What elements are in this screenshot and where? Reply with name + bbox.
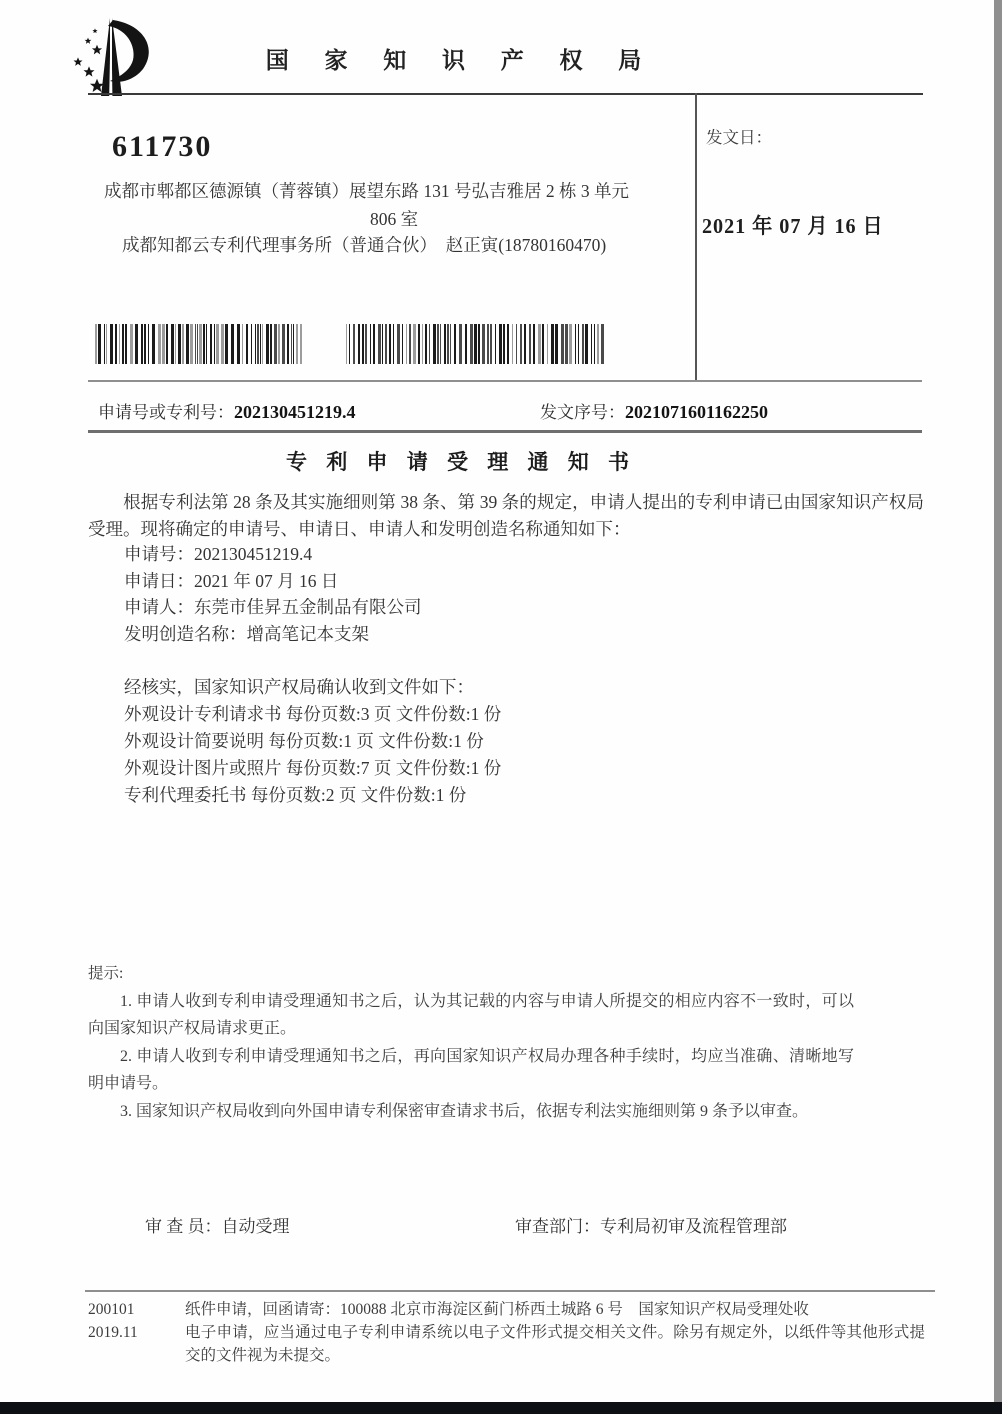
recipient-address-line1: 成都市郫都区德源镇（菁蓉镇）展望东路 131 号弘吉雅居 2 栋 3 单元 xyxy=(104,181,629,201)
reference-row xyxy=(98,398,922,423)
department-value: 专利局初审及流程管理部 xyxy=(600,1217,787,1236)
scan-edge-bottom xyxy=(0,1402,1002,1414)
field-value: 增高笔记本支架 xyxy=(246,623,369,644)
department xyxy=(515,1212,787,1237)
footer-electronic-instruction: 电子申请，应当通过电子专利申请系统以电子文件形式提交相关文件。除另有规定外，以纸件等其他形式提交的文件视为未提交。 xyxy=(185,1324,925,1364)
field-invention-title xyxy=(124,621,824,648)
doc-item: 外观设计简要说明 每份页数:1 页 文件份数:1 份 xyxy=(124,731,484,751)
recipient-divider xyxy=(88,380,922,382)
docs-intro: 经核实，国家知识产权局确认收到文件如下： xyxy=(124,677,474,697)
footer-row-paper xyxy=(88,1298,938,1321)
doc-item: 专利代理委托书 每份页数:2 页 文件份数:1 份 xyxy=(124,785,467,805)
field-application-number xyxy=(124,541,824,568)
field-label: 申请人： xyxy=(124,597,194,617)
issue-date-label: 发文日： xyxy=(706,128,772,147)
department-label: 审查部门： xyxy=(515,1217,600,1236)
serial-number-value: 2021071601162250 xyxy=(625,402,769,422)
examiner-label: 审 查 员： xyxy=(145,1217,222,1236)
field-application-date xyxy=(124,568,824,595)
application-fields xyxy=(124,541,824,647)
footer xyxy=(88,1298,938,1367)
field-value: 2021 年 07 月 16 日 xyxy=(194,570,339,591)
footer-divider xyxy=(85,1290,935,1292)
footer-version-code: 2019.11 xyxy=(88,1324,138,1341)
application-number-label: 申请号或专利号： xyxy=(98,403,234,422)
issue-date-value: 2021 年 07 月 16 日 xyxy=(702,214,884,238)
footer-paper-instruction: 纸件申请，回函请寄：100088 北京市海淀区蓟门桥西土城路 6 号 国家知识产权局受理处收 xyxy=(185,1301,809,1318)
field-label: 申请号： xyxy=(124,544,194,564)
examiner xyxy=(145,1217,290,1236)
received-documents xyxy=(124,674,844,809)
field-label: 申请日： xyxy=(124,570,194,591)
tips-label: 提示: xyxy=(88,965,124,982)
recipient-code: 611730 xyxy=(112,130,213,163)
tip-item-2: 2. 申请人收到专利申请受理通知书之后，再向国家知识产权局办理各种手续时，均应当准确、清晰地写明申请号。 xyxy=(88,1047,854,1092)
footer-form-code: 200101 xyxy=(88,1301,135,1318)
barcode-2 xyxy=(346,324,604,364)
serial-number-label: 发文序号： xyxy=(540,403,625,422)
application-number-value: 202130451219.4 xyxy=(234,402,356,422)
doc-item: 外观设计专利请求书 每份页数:3 页 文件份数:1 份 xyxy=(124,704,502,724)
tip-item-1: 1. 申请人收到专利申请受理通知书之后，认为其记载的内容与申请人所提交的相应内容不一致时，可以向国家知识产权局请求更正。 xyxy=(88,992,854,1037)
signoff-row xyxy=(145,1212,925,1237)
field-value: 202130451219.4 xyxy=(194,544,313,564)
refrow-divider xyxy=(88,430,922,433)
recipient-agency-line: 成都知都云专利代理事务所（普通合伙） 赵正寅(18780160470) xyxy=(122,235,607,255)
page-title: 国 家 知 识 产 权 局 xyxy=(265,48,657,73)
notice-intro-paragraph xyxy=(88,489,924,543)
footer-row-electronic xyxy=(88,1321,938,1367)
notice-title: 专 利 申 请 受 理 通 知 书 xyxy=(286,450,636,474)
recipient-address-line2: 806 室 xyxy=(369,209,419,229)
field-value: 东莞市佳昇五金制品有限公司 xyxy=(194,597,422,617)
scan-edge-right xyxy=(994,0,1002,1414)
header-divider xyxy=(88,93,923,95)
examiner-value: 自动受理 xyxy=(221,1217,290,1236)
field-label: 发明创造名称： xyxy=(124,623,247,644)
barcode-1 xyxy=(95,324,305,364)
notice-intro-text: 根据专利法第 28 条及其实施细则第 38 条、第 39 条的规定，申请人提出的专利申请已由国家知识产权局受理。现将确定的申请号、申请日、申请人和发明创造名称通知如下： xyxy=(88,492,924,539)
serial-number xyxy=(540,398,768,423)
tips-section xyxy=(88,960,854,1125)
field-applicant xyxy=(124,594,824,621)
doc-item: 外观设计图片或照片 每份页数:7 页 文件份数:1 份 xyxy=(124,758,502,778)
tip-item-3: 3. 国家知识产权局收到向外国申请专利保密审查请求书后，依据专利法实施细则第 9 条予以审查。 xyxy=(120,1102,809,1120)
